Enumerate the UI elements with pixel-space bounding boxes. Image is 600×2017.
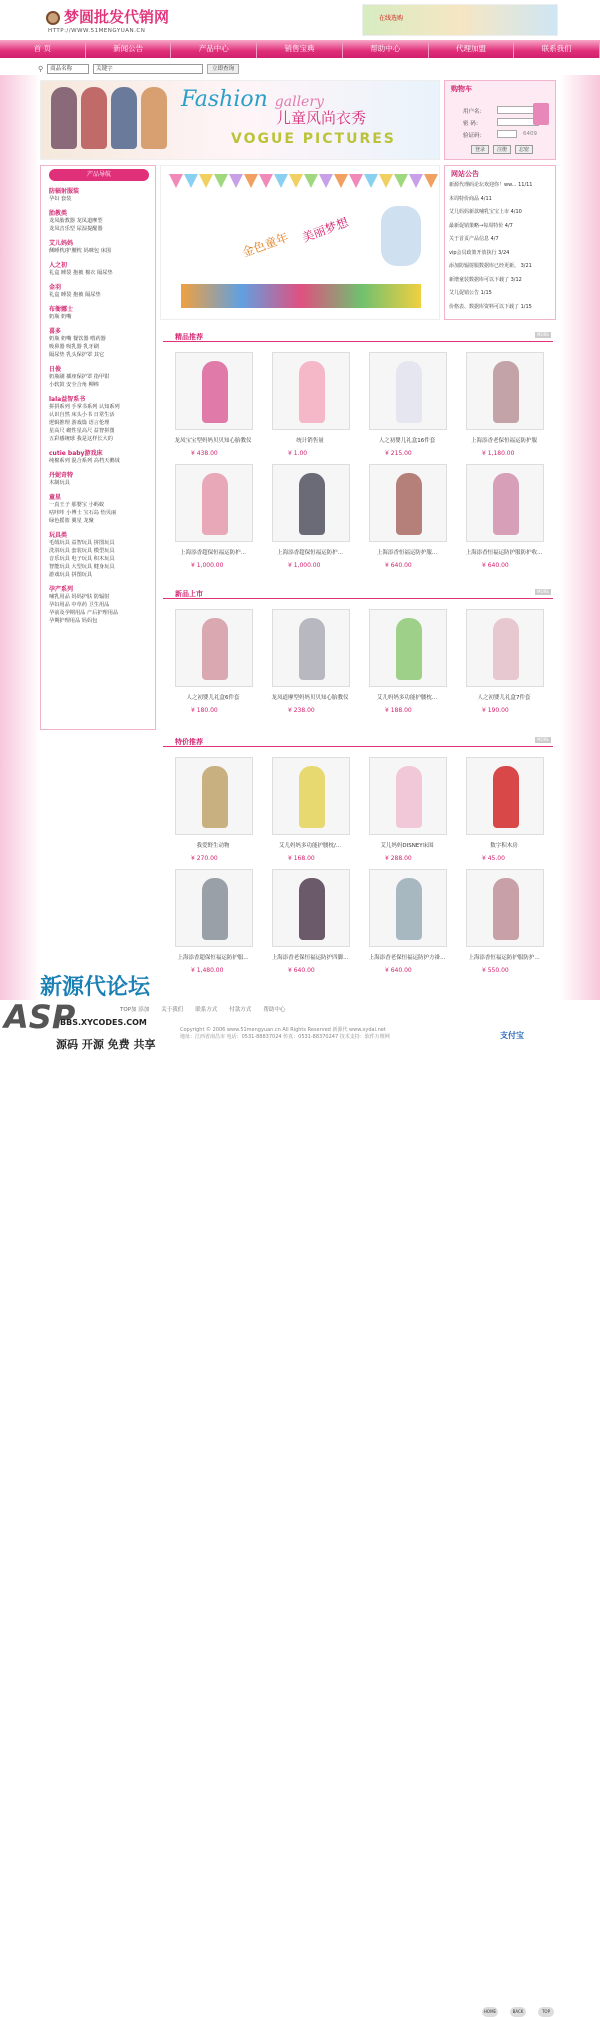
category-title[interactable]: 孕产系列: [49, 586, 74, 593]
product-image[interactable]: [272, 464, 350, 542]
sidebar-category: [49, 282, 149, 299]
captcha-label: 验证码：: [463, 133, 486, 139]
product-name[interactable]: 数字积木房: [490, 843, 518, 849]
password-label: 密 码：: [463, 121, 482, 127]
product-name[interactable]: 上海添香恒福运防护服防护...: [468, 955, 540, 961]
category-title[interactable]: 人之初: [49, 262, 68, 269]
product-card[interactable]: [163, 869, 253, 979]
notice-item[interactable]: 新源代理码论坛欢迎你！ww... 11/11: [449, 182, 533, 188]
product-name[interactable]: 上海添香恒福运防护服...: [376, 550, 438, 556]
flag: [364, 174, 378, 188]
search-button[interactable]: 立即查询: [207, 64, 239, 74]
category-title[interactable]: 金羽: [49, 284, 62, 291]
product-image[interactable]: [175, 869, 253, 947]
search-category-select[interactable]: 商品名称: [47, 64, 89, 74]
footer-link[interactable]: 付款方式: [229, 1007, 252, 1013]
product-card[interactable]: [260, 869, 350, 979]
product-card[interactable]: [260, 464, 350, 574]
product-figure: [202, 473, 228, 535]
product-image[interactable]: [466, 757, 544, 835]
product-figure: [493, 473, 519, 535]
notice-item[interactable]: 新增童装数据库可以下载了 3/12: [449, 276, 522, 283]
product-price: ¥ 438.00: [191, 450, 218, 457]
product-figure: [396, 766, 422, 828]
category-sublinks[interactable]: 礼盒 睡袋 抱被 棉衣 隔尿垫: [49, 270, 113, 276]
product-figure: [299, 618, 325, 680]
product-card[interactable]: [454, 352, 544, 462]
username-label: 用户名：: [463, 109, 486, 115]
category-sublinks[interactable]: 一真王子 那婴宝 小蚂蚁 咕咔咔 小博士 宝石岛 怡贝丽 绿色摇篮 翼星 龙聚: [49, 502, 117, 524]
nav-item-sales[interactable]: 销售宝典: [257, 40, 343, 58]
product-price: ¥ 1,000.00: [191, 562, 224, 569]
product-name[interactable]: 艾儿妈妈多功能护腰枕/...: [278, 843, 342, 849]
product-price: ¥ 168.00: [288, 855, 315, 862]
notice-item[interactable]: 本周特价商品 4/11: [449, 195, 492, 202]
category-sublinks[interactable]: 孕妇 套装: [49, 196, 72, 202]
site-logo[interactable]: 梦圆批发代销网: [46, 6, 169, 27]
category-sublinks[interactable]: 奶瓶 奶嘴 餐饮器 喂药器 吸鼻器 吸乳器 乳牙刷 隔尿垫 乳头保护罩 其它: [49, 336, 106, 358]
product-price: ¥ 1,000.00: [288, 562, 321, 569]
category-sublinks[interactable]: 奶瓶刷 插座保护罩 指甲钳 小软鼓 安全合角 柳棒: [49, 374, 110, 388]
product-figure: [396, 878, 422, 940]
category-title[interactable]: 玩具类: [49, 532, 68, 539]
product-name[interactable]: 艾儿妈妈多功能护腰枕...: [376, 695, 438, 701]
puppy-icon: [46, 11, 60, 25]
flag: [319, 174, 333, 188]
notice-item[interactable]: vip会员政策开放执行 3/24: [449, 249, 510, 256]
product-card[interactable]: [163, 352, 253, 462]
product-name[interactable]: 龙凤宝宝型妈妈贝贝知心胎教仪: [174, 438, 252, 444]
category-title[interactable]: 喜多: [49, 328, 62, 335]
product-image[interactable]: [272, 757, 350, 835]
product-image[interactable]: [175, 352, 253, 430]
kid-photo: [141, 87, 167, 149]
search-input[interactable]: 关键字: [93, 64, 203, 74]
kid-photo: [81, 87, 107, 149]
notice-item[interactable]: 添加防辐射服数据库已经更新。 3/21: [449, 263, 532, 269]
product-name[interactable]: 龙凤道摩型妈妈贝贝知心胎教仪: [271, 695, 349, 701]
category-title[interactable]: cutie baby游戏床: [49, 450, 103, 457]
product-name[interactable]: 上海添香老保恒福运防护方褂...: [368, 955, 446, 961]
nav-item-news[interactable]: 新闻公告: [86, 40, 172, 58]
product-figure: [299, 361, 325, 423]
product-image[interactable]: [369, 609, 447, 687]
flag: [244, 174, 258, 188]
notice-item[interactable]: 关于首页产品信息 4/7: [449, 236, 499, 242]
product-name[interactable]: 上海添香老保恒福运防护四脚...: [271, 955, 349, 961]
product-card[interactable]: [454, 869, 544, 979]
toy-train: [181, 284, 421, 308]
notice-item[interactable]: 最新促销策略→每周特价 4/7: [449, 222, 513, 229]
product-figure: [396, 361, 422, 423]
nav-item-home[interactable]: 首 页: [0, 40, 86, 58]
main-nav: [0, 40, 600, 58]
home-button[interactable]: HOME: [482, 2007, 498, 2017]
sidebar-category: [49, 530, 149, 579]
register-button[interactable]: 注册: [493, 145, 511, 154]
product-name[interactable]: 上海添香超保恒福运防护...: [180, 550, 246, 556]
category-sublinks[interactable]: 哺乳用品 妈妈护肤 防辐射 孕妇用品 中草药 卫生用品 孕前及孕期用品 产后护理用品 孕期护理用品 妈妈包: [49, 594, 119, 624]
section-title: 精品推荐: [175, 333, 203, 341]
captcha-code: 6409: [523, 131, 537, 137]
copyright: Copyright © 2006 www.51mengyuan.cn All Rights Reserved 新源代 www.xydai.net 地址：江西省南昌市 电话：0531-88837024 传真：0531-88370247 技术支持：软件万维网: [180, 1027, 390, 1040]
product-card[interactable]: [454, 609, 544, 719]
sidebar-category: [49, 326, 149, 359]
product-price: ¥ 180.00: [191, 707, 218, 714]
product-name[interactable]: 统计销售量: [296, 438, 324, 444]
product-price: ¥ 1,480.00: [191, 967, 224, 974]
site-header: [0, 0, 600, 40]
kid-photo: [111, 87, 137, 149]
login-button[interactable]: 登录: [471, 145, 489, 154]
fashion-cn-title: 儿童风尚衣秀: [276, 109, 367, 127]
fashion-subtitle: VOGUE PICTURES: [231, 131, 396, 147]
sidebar-category: [49, 186, 149, 203]
slide-text-1: 金色童年: [240, 230, 291, 260]
product-figure: [202, 618, 228, 680]
category-sublinks[interactable]: 纯棉系列 混合系列 高档天鹅绒: [49, 458, 120, 464]
product-card[interactable]: [163, 757, 253, 867]
product-image[interactable]: [466, 352, 544, 430]
footer-link[interactable]: 关于我们: [161, 1007, 184, 1013]
product-image[interactable]: [466, 869, 544, 947]
product-figure: [202, 878, 228, 940]
kid-photo: [51, 87, 77, 149]
flag: [199, 174, 213, 188]
product-card[interactable]: [357, 869, 447, 979]
product-figure: [299, 878, 325, 940]
product-card[interactable]: [357, 464, 447, 574]
flag: [379, 174, 393, 188]
category-sublinks[interactable]: 侧睡枕/护腰枕 妈咪包 床围: [49, 248, 112, 254]
product-figure: [299, 766, 325, 828]
product-image[interactable]: [272, 869, 350, 947]
product-image[interactable]: [175, 609, 253, 687]
alipay-logo: 支付宝: [500, 1031, 524, 1040]
product-card[interactable]: [163, 464, 253, 574]
watermark-slogan: 源码 开源 免费 共享: [56, 1038, 156, 1051]
flag: [184, 174, 198, 188]
product-image[interactable]: [369, 352, 447, 430]
category-title[interactable]: 艾儿妈妈: [49, 240, 74, 247]
category-title[interactable]: 胎教类: [49, 210, 68, 217]
product-name[interactable]: 上海添香超保恒福运防护服...: [177, 955, 249, 961]
product-figure: [396, 618, 422, 680]
site-notice-box: [444, 165, 556, 320]
product-price: ¥ 550.00: [482, 967, 509, 974]
category-sublinks[interactable]: 拼拼系列 手掌书系列 认知系列 认识自然 床头小书 日常生活 逻辑推理 游戏篇 语言伦理 星高尺 砌性星高尺 益智拼图 五彩感统球 我是这样长大的: [49, 404, 120, 442]
product-name[interactable]: 上海添香恒福运防护服防护收...: [465, 550, 543, 556]
promo-slideshow[interactable]: [160, 165, 440, 320]
sidebar-category: [49, 448, 149, 465]
flag: [349, 174, 363, 188]
captcha-field[interactable]: [497, 130, 517, 138]
product-image[interactable]: [369, 464, 447, 542]
category-sublinks[interactable]: 奶瓶 奶嘴: [49, 314, 72, 320]
flag: [259, 174, 273, 188]
category-sublinks[interactable]: 龙凤胎教器 龙凤道摩型 龙凤音乐型 尿湿提醒器: [49, 218, 103, 232]
notice-item[interactable]: 艾儿促销公告 1/15: [449, 290, 492, 296]
footer-link[interactable]: TOP加 添加: [120, 1007, 150, 1013]
sidebar-title: 产品导航: [49, 169, 149, 181]
flag: [229, 174, 243, 188]
sidebar-category: [49, 238, 149, 255]
flag: [334, 174, 348, 188]
product-price: ¥ 640.00: [385, 562, 412, 569]
sidebar-category: [49, 470, 149, 487]
product-image[interactable]: [369, 757, 447, 835]
search-bar: [38, 62, 239, 75]
category-sublinks[interactable]: 礼盒 睡袋 抱被 隔尿垫: [49, 292, 101, 298]
category-sublinks[interactable]: 毛绒玩具 益智玩具 拼图玩具 洗浴玩具 套装玩具 模型玩具 音乐玩具 电子玩具 积木玩具 智能玩具 大型玩具 健身玩具 游戏玩具 拼图玩具: [49, 540, 115, 578]
search-icon: ⚲: [38, 64, 44, 73]
product-price: ¥ 640.00: [482, 562, 509, 569]
cart-title: 购物车: [451, 85, 472, 93]
product-image[interactable]: [466, 609, 544, 687]
product-price: ¥ 190.00: [482, 707, 509, 714]
product-name[interactable]: 人之初婴儿礼盒7件套: [477, 695, 531, 701]
watermark-url: BBS.XYCODES.COM: [60, 1018, 147, 1027]
product-name[interactable]: 人之初婴儿礼盒6件套: [186, 695, 240, 701]
category-title[interactable]: 丹妮奇特: [49, 472, 74, 479]
product-price: ¥ 238.00: [288, 707, 315, 714]
section-header: [163, 330, 553, 342]
nav-item-join[interactable]: 代理加盟: [429, 40, 515, 58]
notice-item[interactable]: 价格表、数据库资料可以下载了 1/15: [449, 303, 532, 310]
product-card[interactable]: [163, 609, 253, 719]
flag: [274, 174, 288, 188]
notice-title: 网站公告: [451, 170, 479, 178]
top-banner[interactable]: 在线选购: [362, 4, 558, 36]
fashion-title: Fashion gallery: [181, 87, 324, 112]
product-price: ¥ 640.00: [385, 967, 412, 974]
product-price: ¥ 1,180.00: [482, 450, 515, 457]
sidebar-category: [49, 394, 149, 443]
product-image[interactable]: [175, 757, 253, 835]
more-button[interactable]: MORE: [535, 332, 551, 338]
sidebar-category: [49, 304, 149, 321]
sidebar-category: [49, 260, 149, 277]
product-image[interactable]: [369, 869, 447, 947]
site-url: HTTP://WWW.51MENGYUAN.CN: [48, 28, 146, 34]
flag: [424, 174, 438, 188]
product-card[interactable]: [260, 757, 350, 867]
flag: [169, 174, 183, 188]
forgot-button[interactable]: 忘密: [515, 145, 533, 154]
footer-link[interactable]: 联系方式: [195, 1007, 218, 1013]
flag: [409, 174, 423, 188]
footer-links: [120, 1005, 297, 1013]
category-sublinks[interactable]: 木制玩具: [49, 480, 70, 486]
section-title: 新品上市: [175, 590, 203, 598]
product-price: ¥ 215.00: [385, 450, 412, 457]
section-title: 特价推荐: [175, 738, 203, 746]
nav-item-contact[interactable]: 联系我们: [514, 40, 600, 58]
product-price: ¥ 288.00: [385, 855, 412, 862]
watermark-asp: ASP: [4, 998, 76, 1036]
product-card[interactable]: [357, 352, 447, 462]
product-price: ¥ 45.00: [482, 855, 505, 862]
product-name[interactable]: 上海添香超保恒福运防护...: [277, 550, 343, 556]
product-nav-sidebar: [40, 165, 156, 730]
category-title[interactable]: 日俊: [49, 366, 62, 373]
notice-item[interactable]: 艾儿妈妈新款哺乳宝宝上市 4/10: [449, 209, 522, 215]
category-title[interactable]: 布衙娜士: [49, 306, 74, 313]
product-card[interactable]: [357, 609, 447, 719]
flag: [304, 174, 318, 188]
top-button[interactable]: TOP: [538, 2007, 554, 2017]
sidebar-category: [49, 208, 149, 233]
product-price: ¥ 270.00: [191, 855, 218, 862]
product-price: ¥ 188.00: [385, 707, 412, 714]
product-name[interactable]: 上海添香老保恒福运防护服: [470, 438, 537, 444]
flag: [289, 174, 303, 188]
more-button[interactable]: MORE: [535, 589, 551, 595]
sidebar-category: [49, 584, 149, 625]
product-card[interactable]: [454, 757, 544, 867]
product-figure: [493, 766, 519, 828]
flag: [214, 174, 228, 188]
sidebar-category: [49, 364, 149, 389]
product-card[interactable]: [454, 464, 544, 574]
login-cart-box: [444, 80, 556, 160]
category-title[interactable]: 童星: [49, 494, 62, 501]
watermark-forum: 新源代论坛: [40, 975, 151, 1000]
product-figure: [493, 361, 519, 423]
product-price: ¥ 1.00: [288, 450, 308, 457]
shopping-bag-icon: [533, 103, 549, 125]
product-card[interactable]: [260, 352, 350, 462]
product-figure: [202, 766, 228, 828]
product-name[interactable]: 艾儿妈妈DISNEY床围: [380, 843, 434, 849]
more-button[interactable]: MORE: [535, 737, 551, 743]
product-card[interactable]: [357, 757, 447, 867]
category-title[interactable]: lala益智系书: [49, 396, 86, 403]
sidebar-category: [49, 492, 149, 525]
nav-item-help[interactable]: 帮助中心: [343, 40, 429, 58]
product-image[interactable]: [272, 609, 350, 687]
product-figure: [299, 473, 325, 535]
product-figure: [202, 361, 228, 423]
product-figure: [493, 618, 519, 680]
nav-item-products[interactable]: 产品中心: [171, 40, 257, 58]
product-image[interactable]: [175, 464, 253, 542]
section-header: [163, 587, 553, 599]
product-name[interactable]: 人之初婴儿礼盒16件套: [378, 438, 436, 444]
teddy-bear: [381, 206, 421, 266]
product-price: ¥ 640.00: [288, 967, 315, 974]
product-figure: [493, 878, 519, 940]
section-header: [163, 735, 553, 747]
product-image[interactable]: [272, 352, 350, 430]
product-image[interactable]: [466, 464, 544, 542]
back-button[interactable]: BACK: [510, 2007, 526, 2017]
fashion-banner[interactable]: [40, 80, 440, 160]
product-name[interactable]: 我爱野生动物: [196, 843, 230, 849]
footer-link[interactable]: 帮助中心: [263, 1007, 286, 1013]
product-figure: [396, 473, 422, 535]
flag: [394, 174, 408, 188]
product-card[interactable]: [260, 609, 350, 719]
category-title[interactable]: 防辐射服装: [49, 188, 80, 195]
slide-text-2: 美丽梦想: [300, 215, 351, 245]
